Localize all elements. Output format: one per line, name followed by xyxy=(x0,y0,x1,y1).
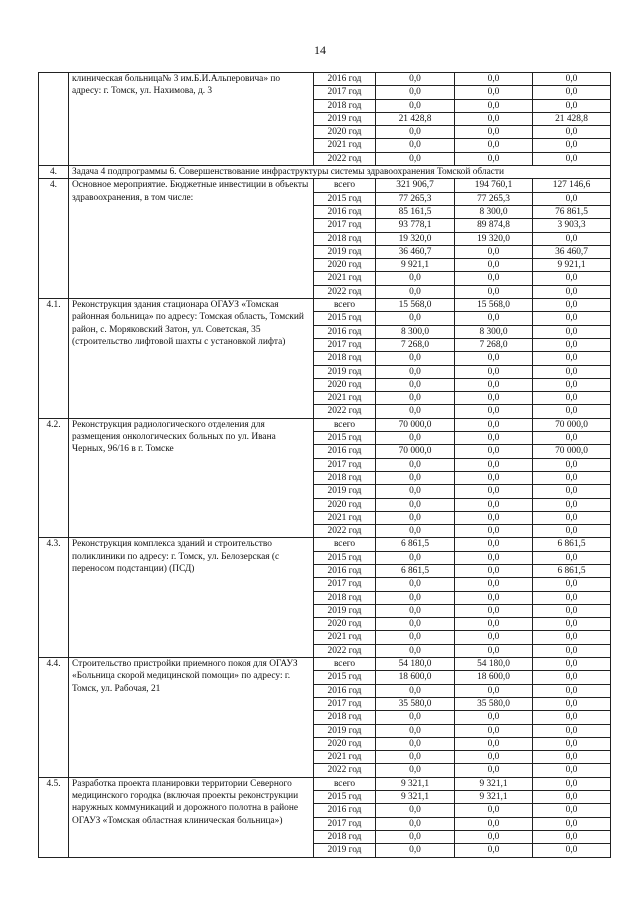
total-value: 0,0 xyxy=(376,432,455,445)
period-cell: 2019 год xyxy=(314,844,376,857)
total-value: 77 265,3 xyxy=(376,192,455,205)
period-cell: 2016 год xyxy=(314,73,376,86)
period-cell: 2019 год xyxy=(314,365,376,378)
federal-value: 0,0 xyxy=(455,764,533,777)
regional-value: 70 000,0 xyxy=(533,418,611,431)
regional-value: 6 861,5 xyxy=(533,564,611,577)
regional-value: 0,0 xyxy=(533,471,611,484)
total-value: 321 906,7 xyxy=(376,179,455,192)
federal-value: 0,0 xyxy=(455,73,533,86)
period-cell: 2020 год xyxy=(314,259,376,272)
total-value: 0,0 xyxy=(376,139,455,152)
regional-value: 36 460,7 xyxy=(533,245,611,258)
federal-value: 0,0 xyxy=(455,245,533,258)
table-row xyxy=(39,658,611,671)
total-value: 0,0 xyxy=(376,471,455,484)
total-value: 0,0 xyxy=(376,99,455,112)
total-value: 21 428,8 xyxy=(376,112,455,125)
regional-value: 0,0 xyxy=(533,338,611,351)
period-cell: 2017 год xyxy=(314,578,376,591)
federal-value: 0,0 xyxy=(455,445,533,458)
regional-value: 0,0 xyxy=(533,791,611,804)
period-cell: 2022 год xyxy=(314,644,376,657)
period-cell: 2022 год xyxy=(314,525,376,538)
regional-value: 0,0 xyxy=(533,830,611,843)
table-row xyxy=(39,73,611,86)
regional-value: 0,0 xyxy=(533,604,611,617)
regional-value: 0,0 xyxy=(533,405,611,418)
period-cell: 2022 год xyxy=(314,152,376,165)
period-cell: всего xyxy=(314,299,376,312)
period-cell: 2016 год xyxy=(314,205,376,218)
period-cell: 2018 год xyxy=(314,591,376,604)
regional-value: 0,0 xyxy=(533,697,611,710)
federal-value: 0,0 xyxy=(455,644,533,657)
period-cell: 2019 год xyxy=(314,604,376,617)
total-value: 19 320,0 xyxy=(376,232,455,245)
federal-value: 0,0 xyxy=(455,498,533,511)
federal-value: 0,0 xyxy=(455,312,533,325)
regional-value: 0,0 xyxy=(533,192,611,205)
table-row xyxy=(39,777,611,790)
period-cell: 2016 год xyxy=(314,564,376,577)
regional-value: 0,0 xyxy=(533,152,611,165)
regional-value: 0,0 xyxy=(533,844,611,857)
total-value: 8 300,0 xyxy=(376,325,455,338)
federal-value: 0,0 xyxy=(455,564,533,577)
item-number: 4.4. xyxy=(39,658,69,778)
period-cell: 2016 год xyxy=(314,325,376,338)
regional-value: 0,0 xyxy=(533,86,611,99)
regional-value: 0,0 xyxy=(533,458,611,471)
total-value: 0,0 xyxy=(376,525,455,538)
total-value: 0,0 xyxy=(376,498,455,511)
federal-value: 0,0 xyxy=(455,751,533,764)
federal-value: 0,0 xyxy=(455,458,533,471)
total-value: 0,0 xyxy=(376,392,455,405)
period-cell: 2021 год xyxy=(314,751,376,764)
total-value: 0,0 xyxy=(376,272,455,285)
period-cell: 2020 год xyxy=(314,126,376,139)
federal-value: 18 600,0 xyxy=(455,671,533,684)
period-cell: всего xyxy=(314,538,376,551)
federal-value: 0,0 xyxy=(455,99,533,112)
federal-value: 0,0 xyxy=(455,418,533,431)
total-value: 0,0 xyxy=(376,817,455,830)
total-value: 0,0 xyxy=(376,152,455,165)
period-cell: 2019 год xyxy=(314,724,376,737)
table-row xyxy=(39,299,611,312)
federal-value: 0,0 xyxy=(455,378,533,391)
period-cell: 2018 год xyxy=(314,830,376,843)
federal-value: 8 300,0 xyxy=(455,205,533,218)
total-value: 36 460,7 xyxy=(376,245,455,258)
total-value: 0,0 xyxy=(376,126,455,139)
total-value: 70 000,0 xyxy=(376,445,455,458)
table-row xyxy=(39,179,611,192)
total-value: 0,0 xyxy=(376,285,455,298)
federal-value: 15 568,0 xyxy=(455,299,533,312)
federal-value: 0,0 xyxy=(455,724,533,737)
period-cell: 2015 год xyxy=(314,671,376,684)
period-cell: 2021 год xyxy=(314,511,376,524)
federal-value: 0,0 xyxy=(455,152,533,165)
regional-value: 0,0 xyxy=(533,312,611,325)
item-number xyxy=(39,73,69,166)
regional-value: 0,0 xyxy=(533,365,611,378)
regional-value: 0,0 xyxy=(533,591,611,604)
total-value: 35 580,0 xyxy=(376,697,455,710)
total-value: 0,0 xyxy=(376,737,455,750)
item-name: Реконструкция радиологического отделения для размещения онкологических больных по ул. Ивана Черных, 96/16 в г. Томске xyxy=(69,418,314,538)
period-cell: 2018 год xyxy=(314,232,376,245)
regional-value: 21 428,8 xyxy=(533,112,611,125)
period-cell: 2017 год xyxy=(314,86,376,99)
federal-value: 0,0 xyxy=(455,471,533,484)
federal-value: 35 580,0 xyxy=(455,697,533,710)
regional-value: 0,0 xyxy=(533,777,611,790)
regional-value: 0,0 xyxy=(533,378,611,391)
period-cell: 2015 год xyxy=(314,791,376,804)
total-value: 0,0 xyxy=(376,405,455,418)
total-value: 0,0 xyxy=(376,724,455,737)
regional-value: 0,0 xyxy=(533,392,611,405)
item-name: Разработка проекта планировки территории Северного медицинского городка (включая проекты реконструкции наружных коммуникаций и дорожного полотна в районе ОГАУЗ «Томская областная клиническая больница») xyxy=(69,777,314,857)
federal-value: 0,0 xyxy=(455,618,533,631)
total-value: 0,0 xyxy=(376,591,455,604)
federal-value: 0,0 xyxy=(455,86,533,99)
regional-value: 6 861,5 xyxy=(533,538,611,551)
regional-value: 0,0 xyxy=(533,498,611,511)
federal-value: 0,0 xyxy=(455,259,533,272)
total-value: 0,0 xyxy=(376,511,455,524)
federal-value: 89 874,8 xyxy=(455,219,533,232)
federal-value: 0,0 xyxy=(455,844,533,857)
federal-value: 0,0 xyxy=(455,830,533,843)
federal-value: 9 321,1 xyxy=(455,777,533,790)
total-value: 0,0 xyxy=(376,578,455,591)
regional-value: 0,0 xyxy=(533,485,611,498)
period-cell: 2016 год xyxy=(314,684,376,697)
item-name: Реконструкция комплекса зданий и строительство поликлиники по адресу: г. Томск, ул. Белозерская (с переносом подстанции) (ПСД) xyxy=(69,538,314,658)
regional-value: 0,0 xyxy=(533,578,611,591)
regional-value: 0,0 xyxy=(533,325,611,338)
item-number: 4.1. xyxy=(39,299,69,419)
regional-value: 0,0 xyxy=(533,764,611,777)
period-cell: 2020 год xyxy=(314,378,376,391)
regional-value: 0,0 xyxy=(533,299,611,312)
total-value: 0,0 xyxy=(376,764,455,777)
federal-value: 0,0 xyxy=(455,112,533,125)
federal-value: 0,0 xyxy=(455,126,533,139)
total-value: 0,0 xyxy=(376,485,455,498)
regional-value: 0,0 xyxy=(533,232,611,245)
total-value: 0,0 xyxy=(376,844,455,857)
period-cell: всего xyxy=(314,777,376,790)
federal-value: 0,0 xyxy=(455,485,533,498)
federal-value: 0,0 xyxy=(455,511,533,524)
period-cell: 2017 год xyxy=(314,338,376,351)
item-number: 4.2. xyxy=(39,418,69,538)
federal-value: 0,0 xyxy=(455,365,533,378)
regional-value: 0,0 xyxy=(533,751,611,764)
regional-value: 0,0 xyxy=(533,658,611,671)
item-name: Реконструкция здания стационара ОГАУЗ «Томская районная больница» по адресу: Томская область, Томский район, с. Моряковский Затон, ул. Советская, 35 (строительство лифтовой шахты с установкой лифта) xyxy=(69,299,314,419)
federal-value: 19 320,0 xyxy=(455,232,533,245)
regional-value: 0,0 xyxy=(533,551,611,564)
federal-value: 0,0 xyxy=(455,711,533,724)
period-cell: всего xyxy=(314,179,376,192)
total-value: 9 321,1 xyxy=(376,791,455,804)
period-cell: 2021 год xyxy=(314,139,376,152)
total-value: 0,0 xyxy=(376,312,455,325)
federal-value: 0,0 xyxy=(455,538,533,551)
federal-value: 0,0 xyxy=(455,591,533,604)
period-cell: 2016 год xyxy=(314,445,376,458)
regional-value: 0,0 xyxy=(533,432,611,445)
period-cell: 2015 год xyxy=(314,432,376,445)
total-value: 0,0 xyxy=(376,684,455,697)
total-value: 0,0 xyxy=(376,604,455,617)
regional-value: 9 921,1 xyxy=(533,259,611,272)
period-cell: 2017 год xyxy=(314,697,376,710)
total-value: 0,0 xyxy=(376,365,455,378)
period-cell: 2016 год xyxy=(314,804,376,817)
budget-table-body xyxy=(39,73,611,858)
federal-value: 0,0 xyxy=(455,578,533,591)
total-value: 9 321,1 xyxy=(376,777,455,790)
regional-value: 0,0 xyxy=(533,684,611,697)
federal-value: 0,0 xyxy=(455,817,533,830)
total-value: 0,0 xyxy=(376,86,455,99)
table-row xyxy=(39,418,611,431)
total-value: 15 568,0 xyxy=(376,299,455,312)
regional-value: 0,0 xyxy=(533,711,611,724)
period-cell: 2018 год xyxy=(314,711,376,724)
total-value: 0,0 xyxy=(376,711,455,724)
period-cell: 2019 год xyxy=(314,485,376,498)
budget-table xyxy=(38,72,611,858)
period-cell: 2022 год xyxy=(314,764,376,777)
federal-value: 0,0 xyxy=(455,272,533,285)
regional-value: 0,0 xyxy=(533,737,611,750)
total-value: 0,0 xyxy=(376,618,455,631)
federal-value: 0,0 xyxy=(455,432,533,445)
total-value: 0,0 xyxy=(376,751,455,764)
period-cell: 2018 год xyxy=(314,352,376,365)
task-title: Задача 4 подпрограммы 6. Совершенствование инфраструктуры системы здравоохранения Томской области xyxy=(69,166,611,179)
regional-value: 76 861,5 xyxy=(533,205,611,218)
regional-value: 0,0 xyxy=(533,139,611,152)
federal-value: 0,0 xyxy=(455,551,533,564)
regional-value: 0,0 xyxy=(533,804,611,817)
regional-value: 0,0 xyxy=(533,618,611,631)
regional-value: 127 146,6 xyxy=(533,179,611,192)
period-cell: 2019 год xyxy=(314,112,376,125)
item-name: Основное мероприятие. Бюджетные инвестиции в объекты здравоохранения, в том числе: xyxy=(69,179,314,299)
total-value: 0,0 xyxy=(376,458,455,471)
regional-value: 0,0 xyxy=(533,724,611,737)
federal-value: 7 268,0 xyxy=(455,338,533,351)
total-value: 0,0 xyxy=(376,804,455,817)
federal-value: 0,0 xyxy=(455,139,533,152)
total-value: 0,0 xyxy=(376,631,455,644)
total-value: 0,0 xyxy=(376,551,455,564)
task-row xyxy=(39,166,611,179)
regional-value: 0,0 xyxy=(533,817,611,830)
total-value: 0,0 xyxy=(376,352,455,365)
regional-value: 0,0 xyxy=(533,272,611,285)
item-number: 4. xyxy=(39,179,69,299)
regional-value: 0,0 xyxy=(533,525,611,538)
period-cell: 2017 год xyxy=(314,458,376,471)
period-cell: 2018 год xyxy=(314,99,376,112)
regional-value: 0,0 xyxy=(533,99,611,112)
federal-value: 0,0 xyxy=(455,352,533,365)
period-cell: 2021 год xyxy=(314,392,376,405)
period-cell: 2022 год xyxy=(314,405,376,418)
period-cell: 2015 год xyxy=(314,312,376,325)
federal-value: 8 300,0 xyxy=(455,325,533,338)
period-cell: 2017 год xyxy=(314,219,376,232)
federal-value: 0,0 xyxy=(455,525,533,538)
period-cell: всего xyxy=(314,418,376,431)
period-cell: 2018 год xyxy=(314,471,376,484)
total-value: 93 778,1 xyxy=(376,219,455,232)
federal-value: 194 760,1 xyxy=(455,179,533,192)
period-cell: 2020 год xyxy=(314,618,376,631)
regional-value: 0,0 xyxy=(533,285,611,298)
item-number: 4.5. xyxy=(39,777,69,857)
federal-value: 0,0 xyxy=(455,804,533,817)
federal-value: 0,0 xyxy=(455,684,533,697)
total-value: 9 921,1 xyxy=(376,259,455,272)
federal-value: 77 265,3 xyxy=(455,192,533,205)
federal-value: 54 180,0 xyxy=(455,658,533,671)
regional-value: 0,0 xyxy=(533,511,611,524)
total-value: 18 600,0 xyxy=(376,671,455,684)
item-number: 4.3. xyxy=(39,538,69,658)
period-cell: 2020 год xyxy=(314,737,376,750)
federal-value: 0,0 xyxy=(455,285,533,298)
period-cell: 2021 год xyxy=(314,631,376,644)
period-cell: 2015 год xyxy=(314,192,376,205)
regional-value: 0,0 xyxy=(533,631,611,644)
regional-value: 0,0 xyxy=(533,73,611,86)
total-value: 0,0 xyxy=(376,830,455,843)
period-cell: 2020 год xyxy=(314,498,376,511)
total-value: 0,0 xyxy=(376,644,455,657)
period-cell: всего xyxy=(314,658,376,671)
total-value: 0,0 xyxy=(376,378,455,391)
period-cell: 2017 год xyxy=(314,817,376,830)
federal-value: 0,0 xyxy=(455,405,533,418)
page-number: 14 xyxy=(314,43,326,57)
regional-value: 0,0 xyxy=(533,644,611,657)
federal-value: 0,0 xyxy=(455,604,533,617)
regional-value: 0,0 xyxy=(533,126,611,139)
table-row xyxy=(39,538,611,551)
total-value: 85 161,5 xyxy=(376,205,455,218)
total-value: 6 861,5 xyxy=(376,564,455,577)
period-cell: 2019 год xyxy=(314,245,376,258)
federal-value: 0,0 xyxy=(455,631,533,644)
federal-value: 0,0 xyxy=(455,737,533,750)
regional-value: 3 903,3 xyxy=(533,219,611,232)
federal-value: 0,0 xyxy=(455,392,533,405)
item-name: клиническая больница№ 3 им.Б.И.Альперовича» по адресу: г. Томск, ул. Нахимова, д. 3 xyxy=(69,73,314,166)
regional-value: 0,0 xyxy=(533,352,611,365)
item-name: Строительство пристройки приемного покоя для ОГАУЗ «Больница скорой медицинской помощи» по адресу: г. Томск, ул. Рабочая, 21 xyxy=(69,658,314,778)
total-value: 70 000,0 xyxy=(376,418,455,431)
period-cell: 2015 год xyxy=(314,551,376,564)
total-value: 0,0 xyxy=(376,73,455,86)
task-number: 4. xyxy=(39,166,69,179)
total-value: 54 180,0 xyxy=(376,658,455,671)
period-cell: 2022 год xyxy=(314,285,376,298)
regional-value: 0,0 xyxy=(533,671,611,684)
regional-value: 70 000,0 xyxy=(533,445,611,458)
federal-value: 9 321,1 xyxy=(455,791,533,804)
total-value: 7 268,0 xyxy=(376,338,455,351)
total-value: 6 861,5 xyxy=(376,538,455,551)
period-cell: 2021 год xyxy=(314,272,376,285)
